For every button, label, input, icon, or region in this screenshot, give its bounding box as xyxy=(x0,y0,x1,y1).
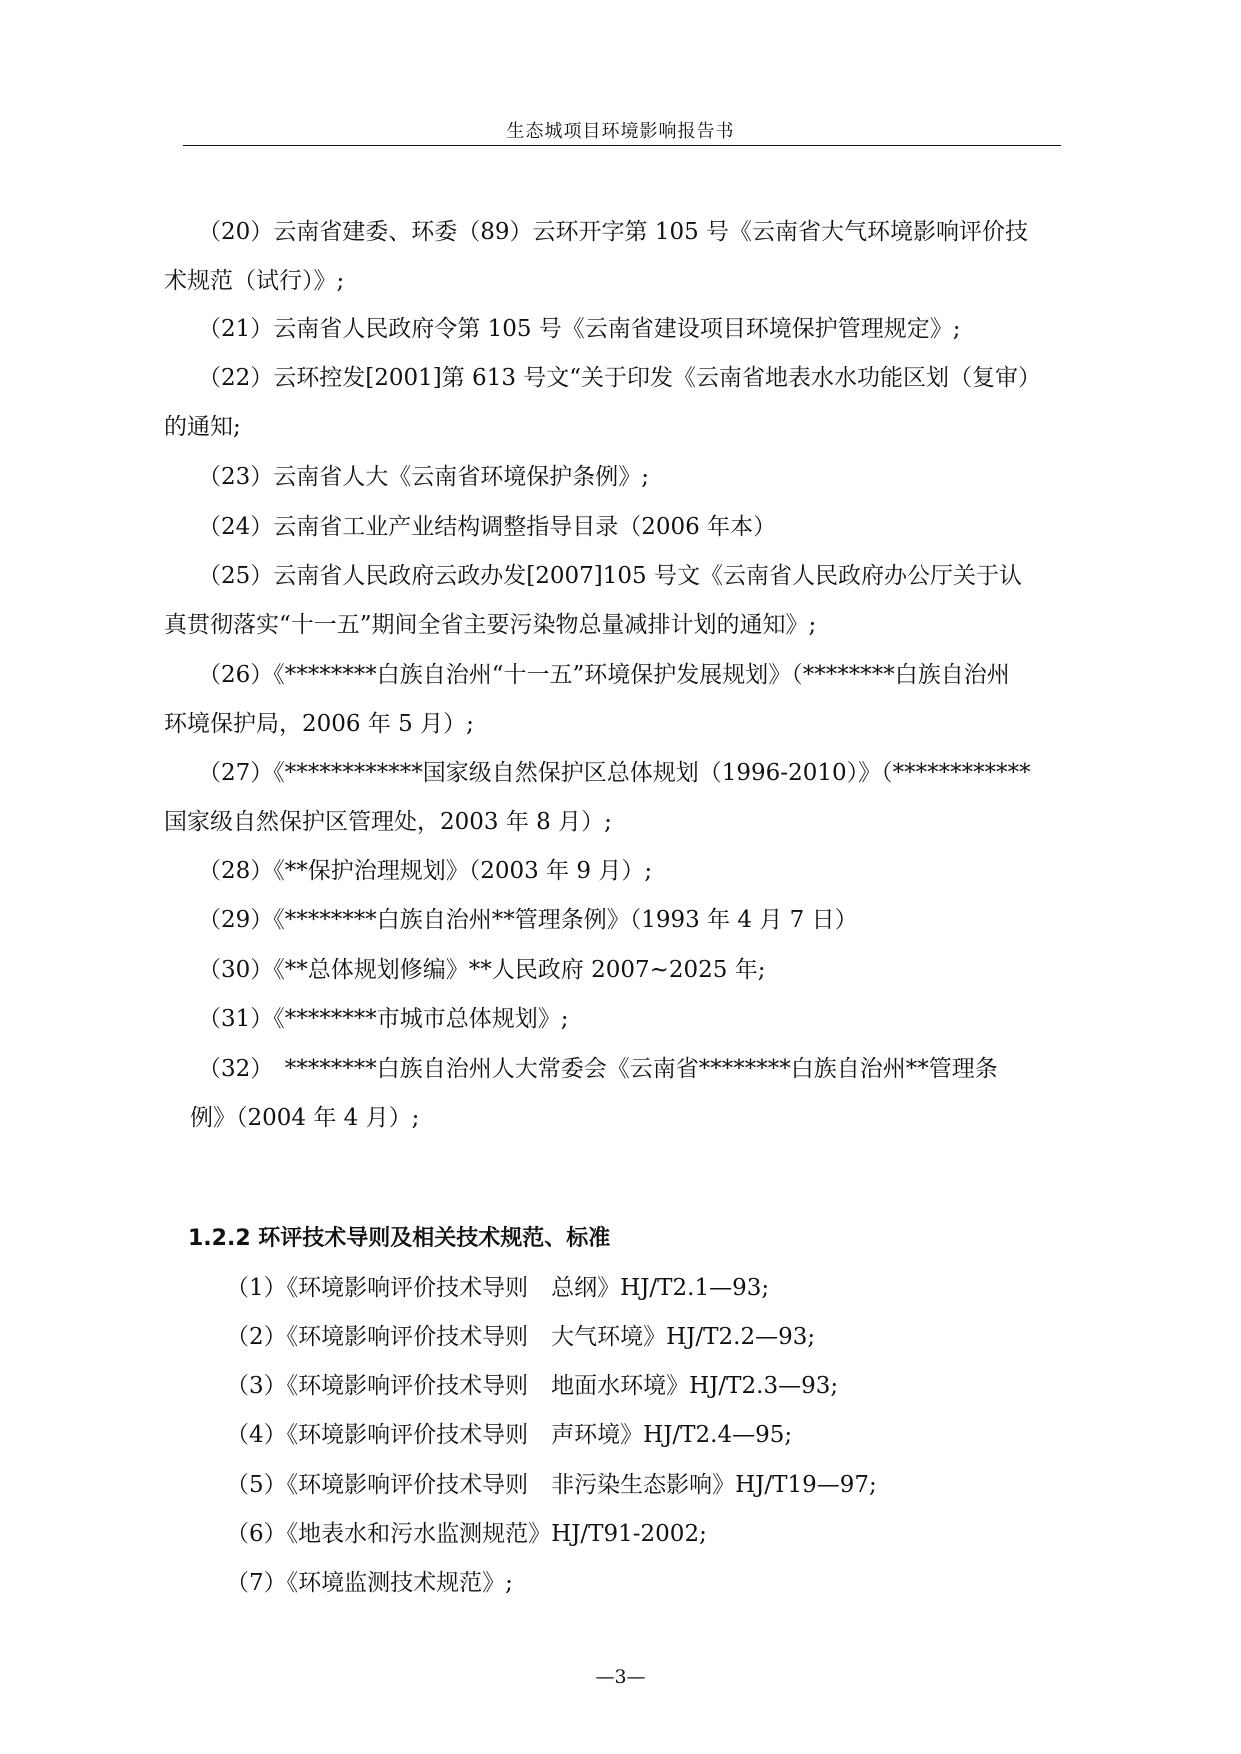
reference-22-line-2: 的通知; xyxy=(164,414,241,440)
reference-24-line-1: （24）云南省工业产业结构调整指导目录（2006 年本） xyxy=(198,514,777,540)
guideline-item: （4）《环境影响评价技术导则 声环境》HJ/T2.4—95; xyxy=(226,1422,793,1448)
guideline-item: （3）《环境影响评价技术导则 地面水环境》HJ/T2.3—93; xyxy=(226,1373,839,1399)
reference-29-line-1: （29）《********白族自治州**管理条例》（1993 年 4 月 7 日） xyxy=(198,907,858,933)
reference-30-line-1: （30）《**总体规划修编》**人民政府 2007~2025 年; xyxy=(198,957,766,983)
reference-25-line-1: （25）云南省人民政府云政办发[2007]105 号文《云南省人民政府办公厅关于认 xyxy=(198,563,1022,589)
page-number: —3— xyxy=(595,1666,646,1688)
reference-22-line-1: （22）云环控发[2001]第 613 号文“关于印发《云南省地表水水功能区划（复审） xyxy=(198,365,1042,391)
reference-31-line-1: （31）《********市城市总体规划》; xyxy=(198,1006,569,1032)
reference-26-line-1: （26）《********白族自治州“十一五”环境保护发展规划》（********白族自治州 xyxy=(198,662,1010,688)
reference-32-line-2: 例》（2004 年 4 月）; xyxy=(190,1105,420,1131)
header-divider xyxy=(183,145,1061,146)
reference-32-line-1: （32） ********白族自治州人大常委会《云南省********白族自治州**管理条 xyxy=(198,1056,998,1082)
reference-20-line-1: （20）云南省建委、环委（89）云环开字第 105 号《云南省大气环境影响评价技 xyxy=(198,219,1029,245)
page-header-title: 生态城项目环境影响报告书 xyxy=(506,121,735,142)
guideline-item: （7）《环境监测技术规范》; xyxy=(226,1570,513,1596)
guideline-item: （6）《地表水和污水监测规范》HJ/T91-2002; xyxy=(226,1521,707,1547)
reference-23-line-1: （23）云南省人大《云南省环境保护条例》; xyxy=(198,464,650,490)
reference-28-line-1: （28）《**保护治理规划》（2003 年 9 月）; xyxy=(198,858,653,884)
reference-27-line-2: 国家级自然保护区管理处，2003 年 8 月）; xyxy=(164,809,612,835)
guideline-item: （2）《环境影响评价技术导则 大气环境》HJ/T2.2—93; xyxy=(226,1324,816,1350)
guideline-item: （1）《环境影响评价技术导则 总纲》HJ/T2.1—93; xyxy=(226,1275,770,1301)
reference-20-line-2: 术规范（试行）》; xyxy=(164,268,345,294)
reference-26-line-2: 环境保护局，2006 年 5 月）; xyxy=(164,711,474,737)
reference-25-line-2: 真贯彻落实“十一五”期间全省主要污染物总量减排计划的通知》; xyxy=(164,612,817,638)
reference-27-line-1: （27）《************国家级自然保护区总体规划（1996-2010）》（************ xyxy=(198,760,1031,786)
guideline-item: （5）《环境影响评价技术导则 非污染生态影响》HJ/T19—97; xyxy=(226,1472,877,1498)
reference-21-line-1: （21）云南省人民政府令第 105 号《云南省建设项目环境保护管理规定》; xyxy=(198,316,961,342)
section-heading: 1.2.2 环评技术导则及相关技术规范、标准 xyxy=(188,1226,611,1251)
